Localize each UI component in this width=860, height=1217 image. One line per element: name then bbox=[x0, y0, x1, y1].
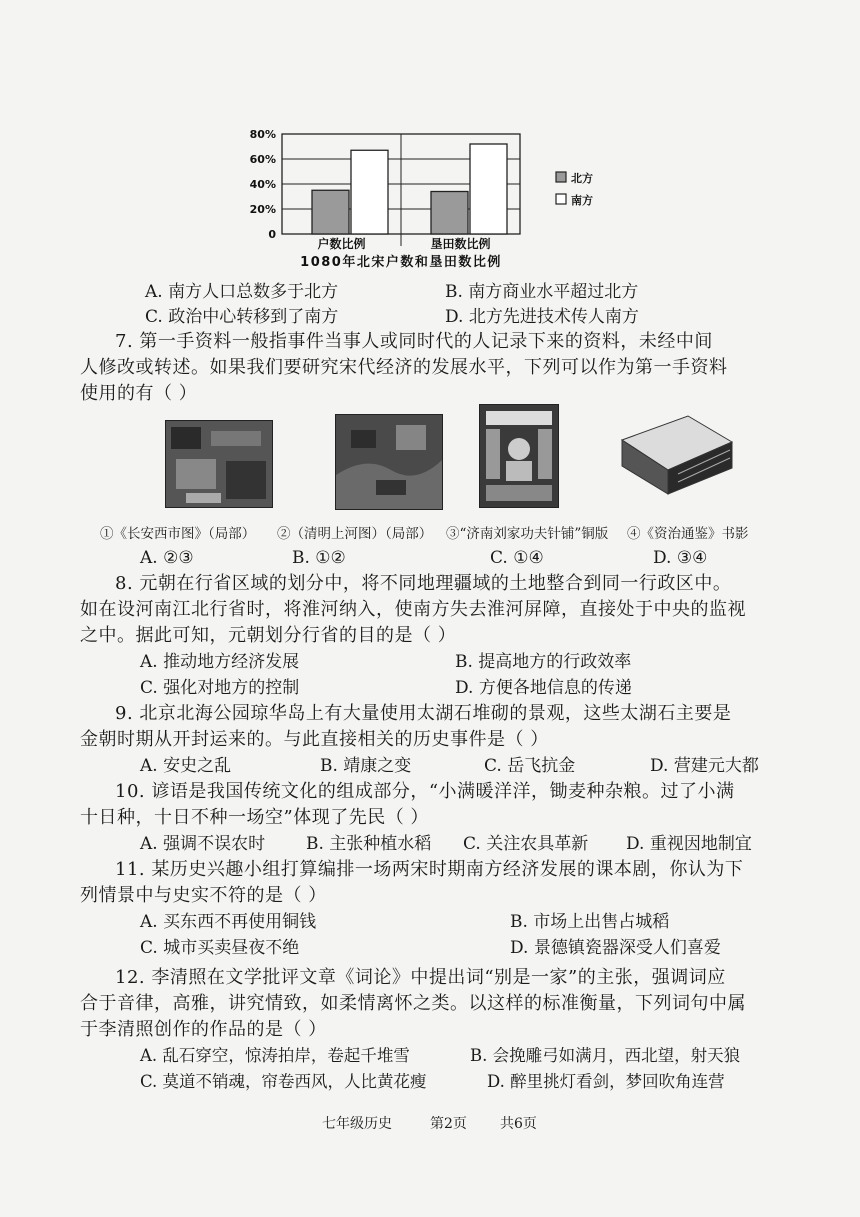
q10-text-2: 十日种，十日不种一场空”体现了先民（ ） bbox=[80, 807, 429, 828]
legend-label: 南方 bbox=[571, 194, 593, 207]
bar-北方-户数比例 bbox=[312, 190, 349, 234]
q6-option-a: A. 南方人口总数多于北方 bbox=[145, 282, 339, 302]
q8-option-a: A. 推动地方经济发展 bbox=[140, 652, 300, 672]
q12-option-d: D. 醉里挑灯看剑，梦回吹角连营 bbox=[487, 1072, 725, 1091]
q10-option-d: D. 重视因地制宜 bbox=[626, 834, 752, 854]
changan-market-map-image bbox=[165, 420, 273, 508]
y-tick-label: 80% bbox=[249, 128, 276, 141]
q6-option-c: C. 政治中心转移到了南方 bbox=[145, 307, 339, 327]
q12-text-3: 于李清照创作的作品的是（ ） bbox=[80, 1019, 327, 1040]
footer-subject: 七年级历史 bbox=[322, 1116, 392, 1132]
q7-text-2: 人修改或转述。如果我们要研究宋代经济的发展水平，下列可以作为第一手资料 bbox=[80, 357, 728, 378]
q8-option-c: C. 强化对地方的控制 bbox=[140, 678, 300, 698]
zizhi-tongjian-book-image bbox=[618, 412, 736, 498]
x-category-label: 户数比例 bbox=[317, 237, 366, 251]
q11-text-1: 11. 某历史兴趣小组打算编排一场两宋时期南方经济发展的课本剧，你认为下 bbox=[115, 859, 744, 880]
q7-text-3: 使用的有（ ） bbox=[80, 383, 198, 404]
bar-南方-垦田数比例 bbox=[470, 144, 507, 234]
q7-option-c: C. ①④ bbox=[490, 548, 544, 568]
q7-caption-2: ②（清明上河图）（局部） bbox=[277, 526, 433, 542]
q9-option-a: A. 安史之乱 bbox=[140, 756, 232, 776]
q7-option-b: B. ①② bbox=[292, 548, 346, 568]
legend-label: 北方 bbox=[571, 172, 593, 185]
q11-option-c: C. 城市买卖昼夜不绝 bbox=[140, 938, 300, 958]
q8-text-2: 如在设河南江北行省时，将淮河纳入，使南方失去淮河屏障，直接处于中央的监视 bbox=[80, 599, 746, 620]
q7-option-a: A. ②③ bbox=[140, 548, 194, 568]
q8-option-b: B. 提高地方的行政效率 bbox=[455, 652, 632, 672]
q11-option-b: B. 市场上出售占城稻 bbox=[510, 912, 670, 932]
liu-family-copper-plate-image bbox=[479, 404, 559, 508]
q12-option-c: C. 莫道不销魂，帘卷西风，人比黄花瘦 bbox=[140, 1072, 427, 1091]
q11-text-2: 列情景中与史实不符的是（ ） bbox=[80, 885, 327, 906]
q10-option-a: A. 强调不误农时 bbox=[140, 834, 266, 854]
q10-text-1: 10. 谚语是我国传统文化的组成部分，“小满暖洋洋，锄麦种杂粮。过了小满 bbox=[115, 781, 735, 802]
q6-option-d: D. 北方先进技术传人南方 bbox=[445, 307, 639, 327]
bar-北方-垦田数比例 bbox=[431, 192, 468, 235]
q9-option-c: C. 岳飞抗金 bbox=[484, 756, 576, 776]
q12-option-a: A. 乱石穿空，惊涛拍岸，卷起千堆雪 bbox=[140, 1046, 410, 1065]
qingming-scroll-image bbox=[335, 414, 443, 510]
q12-text-2: 合于音律，高雅，讲究情致，如柔情离怀之类。以这样的标准衡量，下列词句中属 bbox=[80, 993, 746, 1014]
q8-text-3: 之中。据此可知，元朝划分行省的目的是（ ） bbox=[80, 625, 457, 646]
footer-total: 共6页 bbox=[500, 1116, 537, 1132]
legend-swatch-南方 bbox=[556, 194, 566, 204]
q9-text-1: 9. 北京北海公园琼华岛上有大量使用太湖石堆砌的景观，这些太湖石主要是 bbox=[115, 703, 732, 724]
q9-option-b: B. 靖康之变 bbox=[320, 756, 412, 776]
y-tick-label: 0 bbox=[268, 228, 276, 241]
q7-text-1: 7. 第一手资料一般指事件当事人或同时代的人记录下来的资料，未经中间 bbox=[115, 331, 713, 352]
y-tick-label: 20% bbox=[249, 203, 276, 216]
x-category-label: 垦田数比例 bbox=[430, 237, 491, 251]
q10-option-c: C. 关注农具革新 bbox=[463, 834, 589, 854]
q9-option-d: D. 营建元大都 bbox=[650, 756, 759, 776]
q7-caption-1: ①《长安西市图》（局部） bbox=[100, 526, 256, 542]
q12-text-1: 12. 李清照在文学批评文章《词论》中提出词“别是一家”的主张，强调词应 bbox=[115, 967, 726, 988]
chart-title: 1080年北宋户数和垦田数比例 bbox=[300, 255, 502, 270]
q11-option-d: D. 景德镇瓷器深受人们喜爱 bbox=[510, 938, 721, 958]
bar-chart bbox=[230, 120, 630, 280]
footer-page: 第2页 bbox=[430, 1116, 467, 1132]
q11-option-a: A. 买东西不再使用铜钱 bbox=[140, 912, 317, 932]
q7-caption-3: ③“济南刘家功夫针铺”铜版 bbox=[446, 526, 609, 542]
q10-option-b: B. 主张种植水稻 bbox=[306, 834, 432, 854]
y-tick-label: 40% bbox=[249, 178, 276, 191]
q9-text-2: 金朝时期从开封运来的。与此直接相关的历史事件是（ ） bbox=[80, 729, 549, 750]
q12-option-b: B. 会挽雕弓如满月，西北望，射天狼 bbox=[470, 1046, 741, 1065]
bar-南方-户数比例 bbox=[351, 150, 388, 234]
q8-text-1: 8. 元朝在行省区域的划分中，将不同地理疆域的土地整合到同一行政区中。 bbox=[115, 573, 732, 594]
q7-caption-4: ④《资治通鉴》书影 bbox=[627, 526, 749, 542]
q8-option-d: D. 方便各地信息的传递 bbox=[455, 678, 632, 698]
q6-option-b: B. 南方商业水平超过北方 bbox=[445, 282, 639, 302]
q7-option-d: D. ③④ bbox=[653, 548, 708, 568]
y-tick-label: 60% bbox=[249, 153, 276, 166]
legend-swatch-北方 bbox=[556, 172, 566, 182]
